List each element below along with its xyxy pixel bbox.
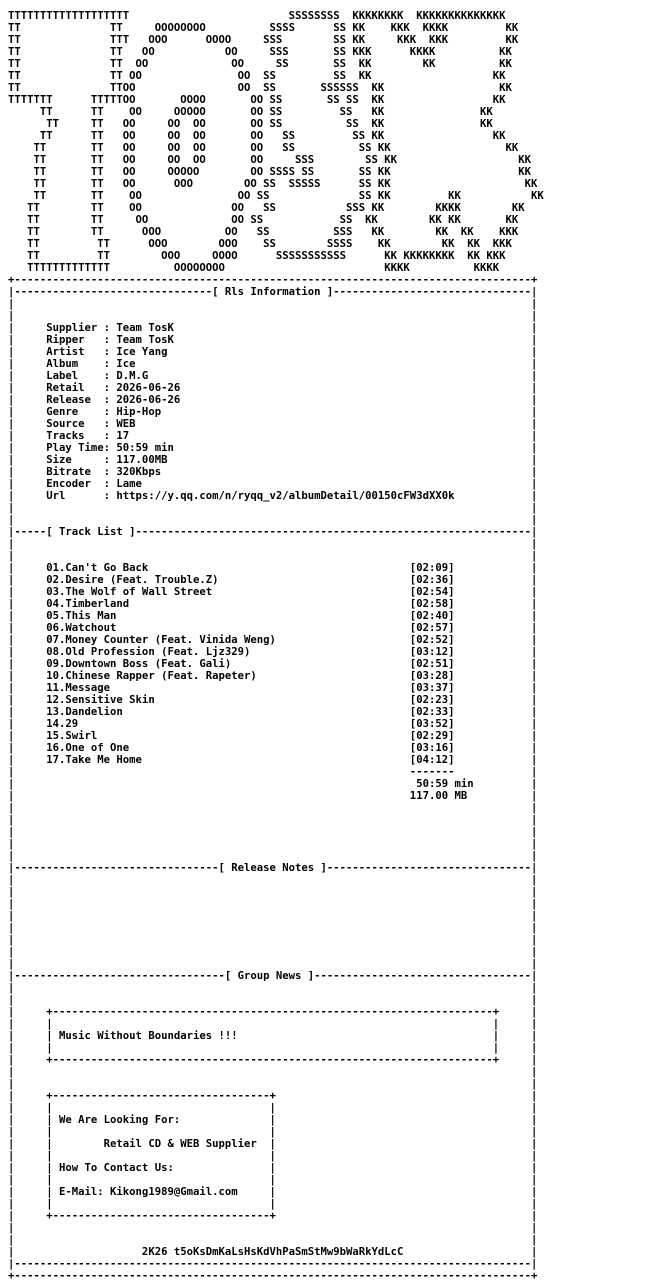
nfo-line: | | | | [8, 1150, 538, 1162]
nfo-line: | +---------------------------------------------------------------------+ | [8, 1054, 538, 1066]
nfo-line: TT TT OO OO SS SS KK KK KK [8, 58, 512, 70]
nfo-line: | | [8, 886, 538, 898]
nfo-line: | | [8, 538, 538, 550]
nfo-line: TT TT OO OOOOO OO SSSS SS SS KK KK [8, 166, 531, 178]
nfo-line: | +----------------------------------+ | [8, 1210, 538, 1222]
nfo-line: | ------- | [8, 766, 538, 778]
nfo-line: | Genre : Hip-Hop | [8, 406, 538, 418]
nfo-line: | | E-Mail: Kikong1989@Gmail.com | | [8, 1186, 538, 1198]
nfo-line: TT TT OO OO SS SSS KK KKKK KK [8, 202, 525, 214]
nfo-line: | Release : 2026-06-26 | [8, 394, 538, 406]
nfo-line: | | [8, 838, 538, 850]
nfo-line: | Size : 117.00MB | [8, 454, 538, 466]
nfo-line: | 14.29 [03:52] | [8, 718, 538, 730]
nfo-line: | Retail : 2026-06-26 | [8, 382, 538, 394]
nfo-line: TT TT OOO OOOO SSSSSSSSSSS KK KKKKKKKK KK KKK [8, 250, 506, 262]
nfo-line: TT TT OO OOOOO OO SS SS KK KK [8, 106, 493, 118]
nfo-line: | | [8, 982, 538, 994]
nfo-line: TT TT OO OO SSS SS KKK KKKK KK [8, 46, 512, 58]
nfo-line: | 05.This Man [02:40] | [8, 610, 538, 622]
nfo-line: | Artist : Ice Yang | [8, 346, 538, 358]
nfo-line: | | [8, 298, 538, 310]
nfo-line: |-------------------------------[ Rls Information ]-------------------------------| [8, 286, 538, 298]
nfo-line: | 01.Can't Go Back [02:09] | [8, 562, 538, 574]
nfo-line: | Url : https://y.qq.com/n/ryqq_v2/albumDetail/00150cFW3dXX0k | [8, 490, 538, 502]
nfo-line: | 50:59 min | [8, 778, 538, 790]
nfo-line: | | | | [8, 1174, 538, 1186]
nfo-line: | | [8, 502, 538, 514]
nfo-line: | | | | [8, 1198, 538, 1210]
nfo-line: | | [8, 826, 538, 838]
nfo-line: | Tracks : 17 | [8, 430, 538, 442]
nfo-line: | 2K26 t5oKsDmKaLsHsKdVhPaSmStMw9bWaRkYdLcC | [8, 1246, 538, 1258]
nfo-line: | 09.Downtown Boss (Feat. Gali) [02:51] | [8, 658, 538, 670]
nfo-line: TT TT OO OO SS SS KK KK KK KK [8, 214, 519, 226]
nfo-line: TTTTTTTTTTTTTTTTTTT SSSSSSSS KKKKKKKK KKKKKKKKKKKKKK [8, 10, 506, 22]
nfo-line: | 13.Dandelion [02:33] | [8, 706, 538, 718]
nfo-line: | 08.Old Profession (Feat. Ljz329) [03:12] | [8, 646, 538, 658]
nfo-line: | | How To Contact Us: | | [8, 1162, 538, 1174]
nfo-line: | | [8, 958, 538, 970]
nfo-line: TT TT OO OO OO OO SSS SS KK KK [8, 154, 531, 166]
nfo-line: |---------------------------------[ Group News ]----------------------------------| [8, 970, 538, 982]
nfo-line: TT TTT OOO OOOO SSS SS KK KKK KKK KK [8, 34, 519, 46]
nfo-line: | 10.Chinese Rapper (Feat. Rapeter) [03:28] | [8, 670, 538, 682]
nfo-line: TT TT OOOOOOOO SSSS SS KK KKK KKKK KK [8, 22, 519, 34]
nfo-line: | | | | [8, 1102, 538, 1114]
nfo-line: | Ripper : Team TosK | [8, 334, 538, 346]
nfo-line: | Album : Ice | [8, 358, 538, 370]
nfo-line: |-----[ Track List ]--------------------------------------------------------------| [8, 526, 538, 538]
nfo-line: | | [8, 850, 538, 862]
nfo-line: | | [8, 898, 538, 910]
nfo-line: | Label : D.M.G | [8, 370, 538, 382]
nfo-line: |--------------------------------[ Release Notes ]--------------------------------| [8, 862, 538, 874]
nfo-line: | | [8, 310, 538, 322]
nfo-line: | 15.Swirl [02:29] | [8, 730, 538, 742]
nfo-line: TTTTTTT TTTTTOO OOOO OO SS SS SS KK KK [8, 94, 506, 106]
nfo-line: | 16.One of One [03:16] | [8, 742, 538, 754]
nfo-line: | 11.Message [03:37] | [8, 682, 538, 694]
nfo-line: | 17.Take Me Home [04:12] | [8, 754, 538, 766]
nfo-line: | Bitrate : 320Kbps | [8, 466, 538, 478]
nfo-line: TTTTTTTTTTTTT OOOOOOOO KKKK KKKK [8, 262, 500, 274]
nfo-line: | | [8, 514, 538, 526]
nfo-line: | | [8, 802, 538, 814]
nfo-line: | 02.Desire (Feat. Trouble.Z) [02:36] | [8, 574, 538, 586]
nfo-line: | | [8, 874, 538, 886]
nfo-line: | | Music Without Boundaries !!! | | [8, 1030, 538, 1042]
nfo-line: | | | | [8, 1126, 538, 1138]
nfo-line: | | | | [8, 1018, 538, 1030]
nfo-line: | Supplier : Team TosK | [8, 322, 538, 334]
nfo-line: TT TT OO OO OO OO SS SS KK KK [8, 130, 506, 142]
nfo-line: | Play Time: 50:59 min | [8, 442, 538, 454]
nfo-line: TT TT OOO OO SS SSS KK KK KK KKK [8, 226, 519, 238]
nfo-line: | | | | [8, 1042, 538, 1054]
nfo-line: | 03.The Wolf of Wall Street [02:54] | [8, 586, 538, 598]
nfo-line: |---------------------------------------------------------------------------------| [8, 1258, 538, 1270]
nfo-line: | Source : WEB | [8, 418, 538, 430]
nfo-line: | +----------------------------------+ | [8, 1090, 538, 1102]
nfo-line: TT TT OO OOO OO SS SSSSS SS KK KK [8, 178, 538, 190]
nfo-line: | | [8, 946, 538, 958]
nfo-line: | +---------------------------------------------------------------------+ | [8, 1006, 538, 1018]
nfo-line: | | [8, 922, 538, 934]
nfo-line: | | [8, 814, 538, 826]
nfo-line: TT TT OO OO OO OO SS SS KK KK [8, 118, 493, 130]
nfo-line: | | We Are Looking For: | | [8, 1114, 538, 1126]
nfo-line: | 07.Money Counter (Feat. Vinida Weng) [02:52] | [8, 634, 538, 646]
nfo-line: | | [8, 994, 538, 1006]
nfo-line: | | [8, 1222, 538, 1234]
nfo-line: | 117.00 MB | [8, 790, 538, 802]
nfo-line: | 04.Timberland [02:58] | [8, 598, 538, 610]
nfo-line: TT TT OOO OOO SS SSSS KK KK KK KKK [8, 238, 512, 250]
nfo-line: | | Retail CD & WEB Supplier | | [8, 1138, 538, 1150]
nfo-line: | 06.Watchout [02:57] | [8, 622, 538, 634]
nfo-line: | | [8, 550, 538, 562]
nfo-line: | | [8, 1234, 538, 1246]
nfo-line: TT TT OO OO SS SS KK KK [8, 70, 506, 82]
nfo-line: | | [8, 1066, 538, 1078]
nfo-line: | 12.Sensitive Skin [02:23] | [8, 694, 538, 706]
nfo-line: | | [8, 910, 538, 922]
nfo-line: TT TT OO OO OO OO SS SS KK KK [8, 142, 519, 154]
nfo-line: +---------------------------------------------------------------------------------+ [8, 1270, 538, 1282]
nfo-line: | Encoder : Lame | [8, 478, 538, 490]
nfo-line: +---------------------------------------------------------------------------------+ [8, 274, 538, 286]
nfo-line: TT TT OO OO SS SS KK KK KK [8, 190, 544, 202]
nfo-document [8, 10, 544, 1282]
nfo-line: TT TTOO OO SS SSSSSS KK KK [8, 82, 512, 94]
nfo-line: | | [8, 934, 538, 946]
nfo-line: | | [8, 1078, 538, 1090]
